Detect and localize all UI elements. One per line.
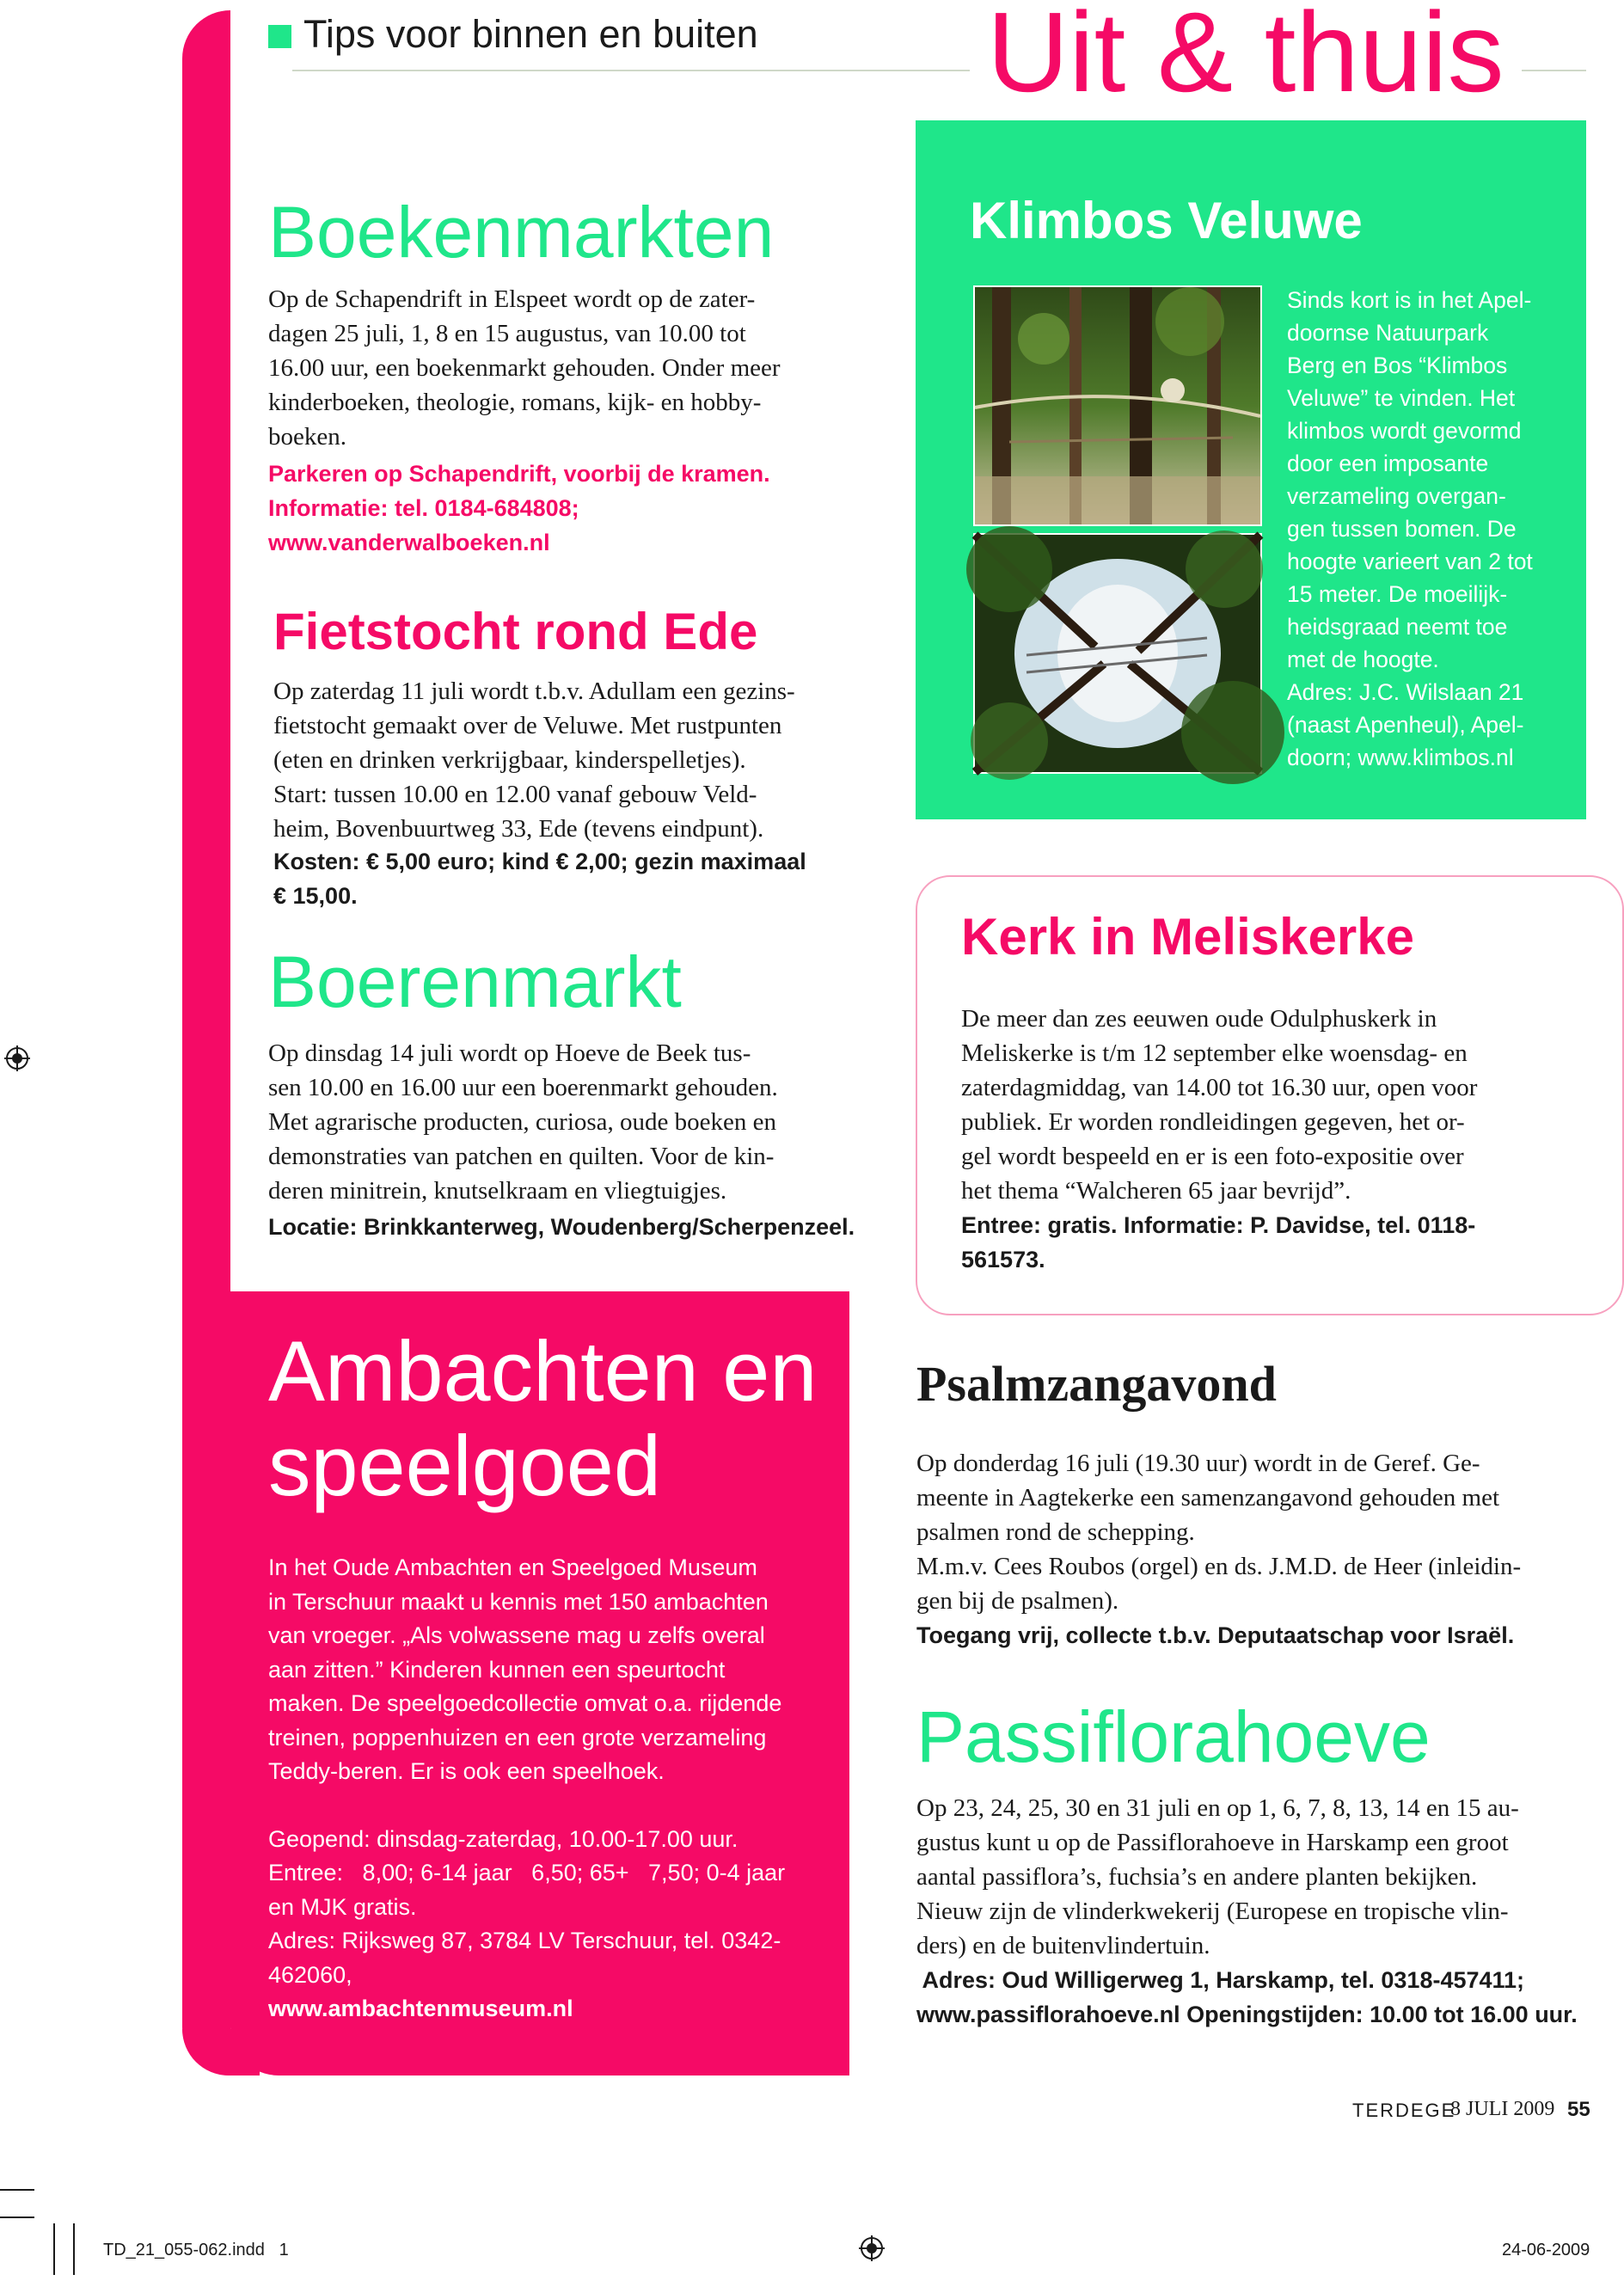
footer-date: 8 JULI 2009 [1450, 2098, 1555, 2120]
crop-mark [73, 2223, 75, 2275]
text-line: gen tussen bomen. De [1287, 516, 1517, 542]
forest-photo [973, 285, 1262, 526]
pink-frame-left [182, 10, 230, 2075]
passiflora-body [916, 1791, 1587, 2032]
text-line: gustus kunt u op de Passiflorahoeve in Harskamp een groot [916, 1829, 1509, 1856]
text-line: Teddy-beren. Er is ook een speelhoek. [268, 1758, 665, 1784]
ambachten-body [268, 1551, 818, 2026]
text-line: sen 10.00 en 16.00 uur een boerenmarkt gehouden. [268, 1074, 778, 1101]
text-line: Meliskerke is t/m 12 september elke woensdag- en [961, 1039, 1468, 1067]
boerenmarkt-info [268, 1210, 870, 1244]
info-line: 462060, [268, 1961, 352, 1988]
registration-mark-icon [4, 1045, 30, 1071]
text-line: treinen, poppenhuizen en een grote verzameling [268, 1724, 767, 1751]
boerenmarkt-body [268, 1036, 861, 1208]
boekenmarkten-title: Boekenmarkten [268, 192, 775, 273]
text-line: Op dinsdag 14 juli wordt op Hoeve de Beek tus- [268, 1039, 751, 1067]
text-line: 15 meter. De moeilijk- [1287, 581, 1508, 607]
title-line: Ambachten en [268, 1323, 818, 1419]
info-line: Locatie: Brinkkanterweg, Woudenberg/Scherpenzeel. [268, 1214, 855, 1240]
text-line: het thema “Walcheren 65 jaar bevrijd”. [961, 1177, 1351, 1205]
psalm-title: Psalmzangavond [916, 1356, 1277, 1412]
text-line: dagen 25 juli, 1, 8 en 15 augustus, van 10.00 tot [268, 320, 746, 347]
spacer [268, 1789, 818, 1823]
boerenmarkt-title: Boerenmarkt [268, 941, 682, 1022]
fietstocht-info [273, 844, 858, 913]
text-line: aan zitten.” Kinderen kunnen een speurtocht [268, 1656, 726, 1683]
page-number: 55 [1567, 2098, 1590, 2121]
text-line: meente in Aagtekerke een samenzangavond gehouden met [916, 1484, 1500, 1511]
crop-mark [0, 2189, 34, 2191]
fietstocht-title: Fietstocht rond Ede [273, 603, 758, 660]
text-line: doorn; www.klimbos.nl [1287, 745, 1514, 770]
text-line: demonstraties van patchen en quilten. Voor de kin- [268, 1143, 775, 1170]
text-line: ders) en de buitenvlindertuin. [916, 1932, 1210, 1959]
text-line: Adres: J.C. Wilslaan 21 [1287, 679, 1524, 705]
info-line: Entree: 8,00; 6-14 jaar 6,50; 65+ 7,50; 0-4 jaar [268, 1860, 786, 1885]
page-title: Uit & thuis [970, 0, 1522, 120]
text-line: Op zaterdag 11 juli wordt t.b.v. Adullam een gezins- [273, 678, 795, 705]
text-line: heidsgraad neemt toe [1287, 614, 1508, 640]
boekenmarkten-body [268, 282, 853, 454]
text-line: deren minitrein, knutselkraam en vliegtuigjes. [268, 1177, 727, 1205]
text-line: door een imposante [1287, 451, 1489, 476]
crop-mark [53, 2223, 55, 2275]
text-line: klimbos wordt gevormd [1287, 418, 1522, 444]
text-line: Op de Schapendrift in Elspeet wordt op de zater- [268, 285, 756, 313]
boekenmarkten-info [268, 457, 853, 560]
text-line: doornse Natuurpark [1287, 320, 1489, 346]
klimbos-title: Klimbos Veluwe [970, 192, 1363, 249]
section-bullet-icon [268, 25, 291, 48]
text-line: publiek. Er worden rondleidingen gegeven, het or- [961, 1108, 1465, 1136]
text-line: (naast Apenheul), Apel- [1287, 712, 1524, 738]
text-line: Op 23, 24, 25, 30 en 31 juli en op 1, 6, 7, 8, 13, 14 en 15 au- [916, 1794, 1519, 1822]
text-line: (eten en drinken verkrijgbaar, kinderspelletjes). [273, 746, 746, 774]
kerk-title: Kerk in Meliskerke [961, 908, 1414, 966]
text-line: verzameling overgan- [1287, 483, 1506, 509]
text-line: fietstocht gemaakt over de Veluwe. Met rustpunten [273, 712, 782, 739]
info-line: Geopend: dinsdag-zaterdag, 10.00-17.00 uur. [268, 1825, 738, 1852]
info-line: Adres: Oud Willigerweg 1, Harskamp, tel. 0318-457411; [916, 1967, 1525, 1993]
info-line: Parkeren op Schapendrift, voorbij de kramen. [268, 461, 770, 487]
slug-filename: TD_21_055-062.indd 1 [103, 2241, 289, 2259]
website-link[interactable]: www.vanderwalboeken.nl [268, 530, 550, 555]
info-line: www.passiflorahoeve.nl Openingstijden: 10.00 tot 16.00 uur. [916, 2002, 1578, 2027]
canopy-photo [973, 533, 1262, 774]
info-line: Informatie: tel. 0184-684808; [268, 495, 579, 521]
text-line: Met agrarische producten, curiosa, oude boeken en [268, 1108, 777, 1136]
text-line: Sinds kort is in het Apel- [1287, 287, 1532, 313]
ambachten-title [268, 1324, 836, 1513]
section-label: Tips voor binnen en buiten [303, 12, 758, 56]
text-line: In het Oude Ambachten en Speelgoed Museum [268, 1554, 757, 1580]
info-line: Toegang vrij, collecte t.b.v. Deputaatschap voor Israël. [916, 1622, 1515, 1648]
kerk-body [961, 1002, 1563, 1277]
text-line: M.m.v. Cees Roubos (orgel) en ds. J.M.D. de Heer (inleidin- [916, 1553, 1522, 1580]
website-link[interactable]: www.ambachtenmuseum.nl [268, 1996, 573, 2021]
info-line: Kosten: € 5,00 euro; kind € 2,00; gezin maximaal [273, 849, 806, 874]
info-line: 561573. [961, 1247, 1045, 1272]
text-line: kinderboeken, theologie, romans, kijk- en hobby- [268, 389, 762, 416]
passiflora-title: Passiflorahoeve [916, 1696, 1431, 1777]
psalm-body [916, 1446, 1587, 1652]
text-line: Veluwe” te vinden. Het [1287, 385, 1516, 411]
footer-magazine: TERDEGE [1352, 2100, 1456, 2121]
text-line: hoogte varieert van 2 tot [1287, 549, 1533, 574]
text-line: in Terschuur maakt u kennis met 150 ambachten [268, 1588, 769, 1615]
text-line: heim, Bovenbuurtweg 33, Ede (tevens eindpunt). [273, 815, 764, 843]
text-line: zaterdagmiddag, van 14.00 tot 16.30 uur, open voor [961, 1074, 1478, 1101]
fietstocht-body [273, 674, 858, 846]
info-line: € 15,00. [273, 883, 358, 909]
info-line: Entree: gratis. Informatie: P. Davidse, tel. 0118- [961, 1212, 1476, 1238]
text-line: aantal passiflora’s, fuchsia’s en andere planten bekijken. [916, 1863, 1478, 1891]
pink-frame-corner [182, 2029, 260, 2075]
text-line: 16.00 uur, een boekenmarkt gehouden. Onder meer [268, 354, 781, 382]
klimbos-body [1287, 284, 1571, 774]
text-line: psalmen rond de schepping. [916, 1518, 1195, 1546]
text-line: van vroeger. „Als volwassene mag u zelfs overal [268, 1622, 765, 1648]
text-line: De meer dan zes eeuwen oude Odulphuskerk in [961, 1005, 1437, 1033]
info-line: Adres: Rijksweg 87, 3784 LV Terschuur, tel. 0342- [268, 1928, 781, 1953]
text-line: Start: tussen 10.00 en 12.00 vanaf gebouw Veld- [273, 781, 757, 808]
text-line: maken. De speelgoedcollectie omvat o.a. rijdende [268, 1690, 782, 1716]
registration-mark-icon [859, 2235, 885, 2261]
crop-mark [0, 2216, 34, 2218]
text-line: gel wordt bespeeld en er is een foto-expositie over [961, 1143, 1464, 1170]
slug-date: 24-06-2009 [1502, 2241, 1590, 2259]
text-line: met de hoogte. [1287, 647, 1439, 672]
text-line: boeken. [268, 423, 346, 451]
title-line: speelgoed [268, 1418, 661, 1513]
text-line: Berg en Bos “Klimbos [1287, 353, 1508, 378]
text-line: gen bij de psalmen). [916, 1587, 1119, 1615]
info-line: en MJK gratis. [268, 1893, 417, 1920]
text-line: Nieuw zijn de vlinderkwekerij (Europese en tropische vlin- [916, 1898, 1509, 1925]
text-line: Op donderdag 16 juli (19.30 uur) wordt in de Geref. Ge- [916, 1450, 1480, 1477]
